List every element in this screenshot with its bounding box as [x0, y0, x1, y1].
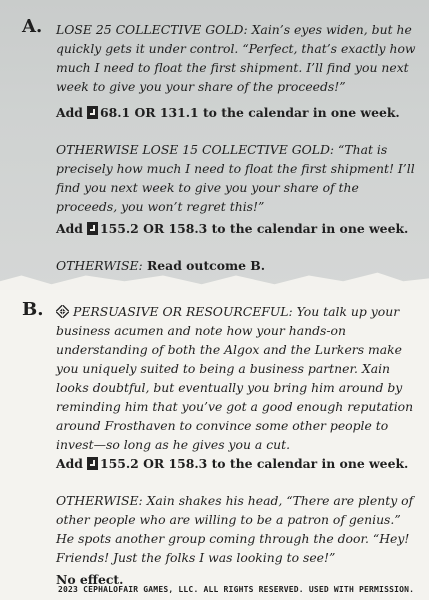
outcome-a-condition-1: LOSE 25 COLLECTIVE GOLD:	[56, 22, 248, 37]
outcome-a-story-1: Xain’s eyes widen, but he quickly gets it under control. “Perfect, that’s exactly how much I need to float the first shipment. I’ll find you next week to give you your share of the proceeds!”	[56, 22, 416, 94]
outcome-a-paragraph-2	[56, 140, 420, 216]
outcome-b-paragraph-2	[56, 491, 420, 567]
calendar-icon	[87, 106, 98, 119]
outcome-b-story-2: Xain shakes his head, “There are plenty of other people who are willing to be a patron of genius.” He spots another group coming through the door. “Hey! Friends! Just the folks I was looking to see!”	[56, 493, 414, 565]
copyright-footer: 2023 CEPHALOFAIR GAMES, LLC. ALL RIGHTS RESERVED. USED WITH PERMISSION.	[58, 585, 415, 594]
outcome-b-condition-1: PERSUASIVE OR RESOURCEFUL:	[73, 304, 293, 319]
outcome-a-paragraph-3	[56, 256, 420, 275]
calendar-icon	[87, 222, 98, 235]
outcome-b-story-1: You talk up your business acumen and note how your hands-on understanding of both the Algox and the Lurkers make you uniquely suited to being a business partner. Xain looks doubtful, but eventually you bring him around by reminding him that you’ve got a good enough reputation around Frosthaven to convince some other people to invest—so long as he gives you a cut.	[56, 304, 414, 452]
outcome-a-letter: A.	[22, 16, 43, 37]
outcome-a-paragraph-2-block	[56, 140, 420, 216]
outcome-a-story-2: “That is precisely how much I need to float the first shipment! I’ll find you next week to give you your share of the proceeds, you won’t regret this!”	[56, 142, 415, 214]
outcome-a-condition-2: OTHERWISE LOSE 15 COLLECTIVE GOLD:	[56, 142, 335, 157]
calendar-icon	[87, 457, 98, 470]
outcome-a-paragraph-3-block	[56, 256, 420, 275]
outcome-a-condition-3: OTHERWISE:	[56, 258, 143, 273]
outcome-a-paragraph-1	[56, 20, 420, 96]
outcome-a-add-1: Add 68.1 OR 131.1 to the calendar in one week.	[56, 105, 400, 120]
outcome-a-add-2: Add 155.2 OR 158.3 to the calendar in one week.	[56, 221, 409, 236]
outcome-b-no-effect: No effect.	[56, 572, 124, 587]
outcome-a-story-3: Read outcome B.	[142, 258, 266, 273]
outcome-b-text	[56, 302, 420, 454]
outcome-b-letter: B.	[22, 299, 44, 320]
outcome-a-text	[56, 20, 420, 96]
outcome-b-condition-2: OTHERWISE:	[56, 493, 143, 508]
outcome-b-paragraph-1	[56, 302, 420, 454]
outcome-b-paragraph-2-block	[56, 491, 420, 567]
outcome-b-add-1: Add 155.2 OR 158.3 to the calendar in one week.	[56, 456, 409, 471]
persuasive-trait-icon	[56, 305, 69, 318]
